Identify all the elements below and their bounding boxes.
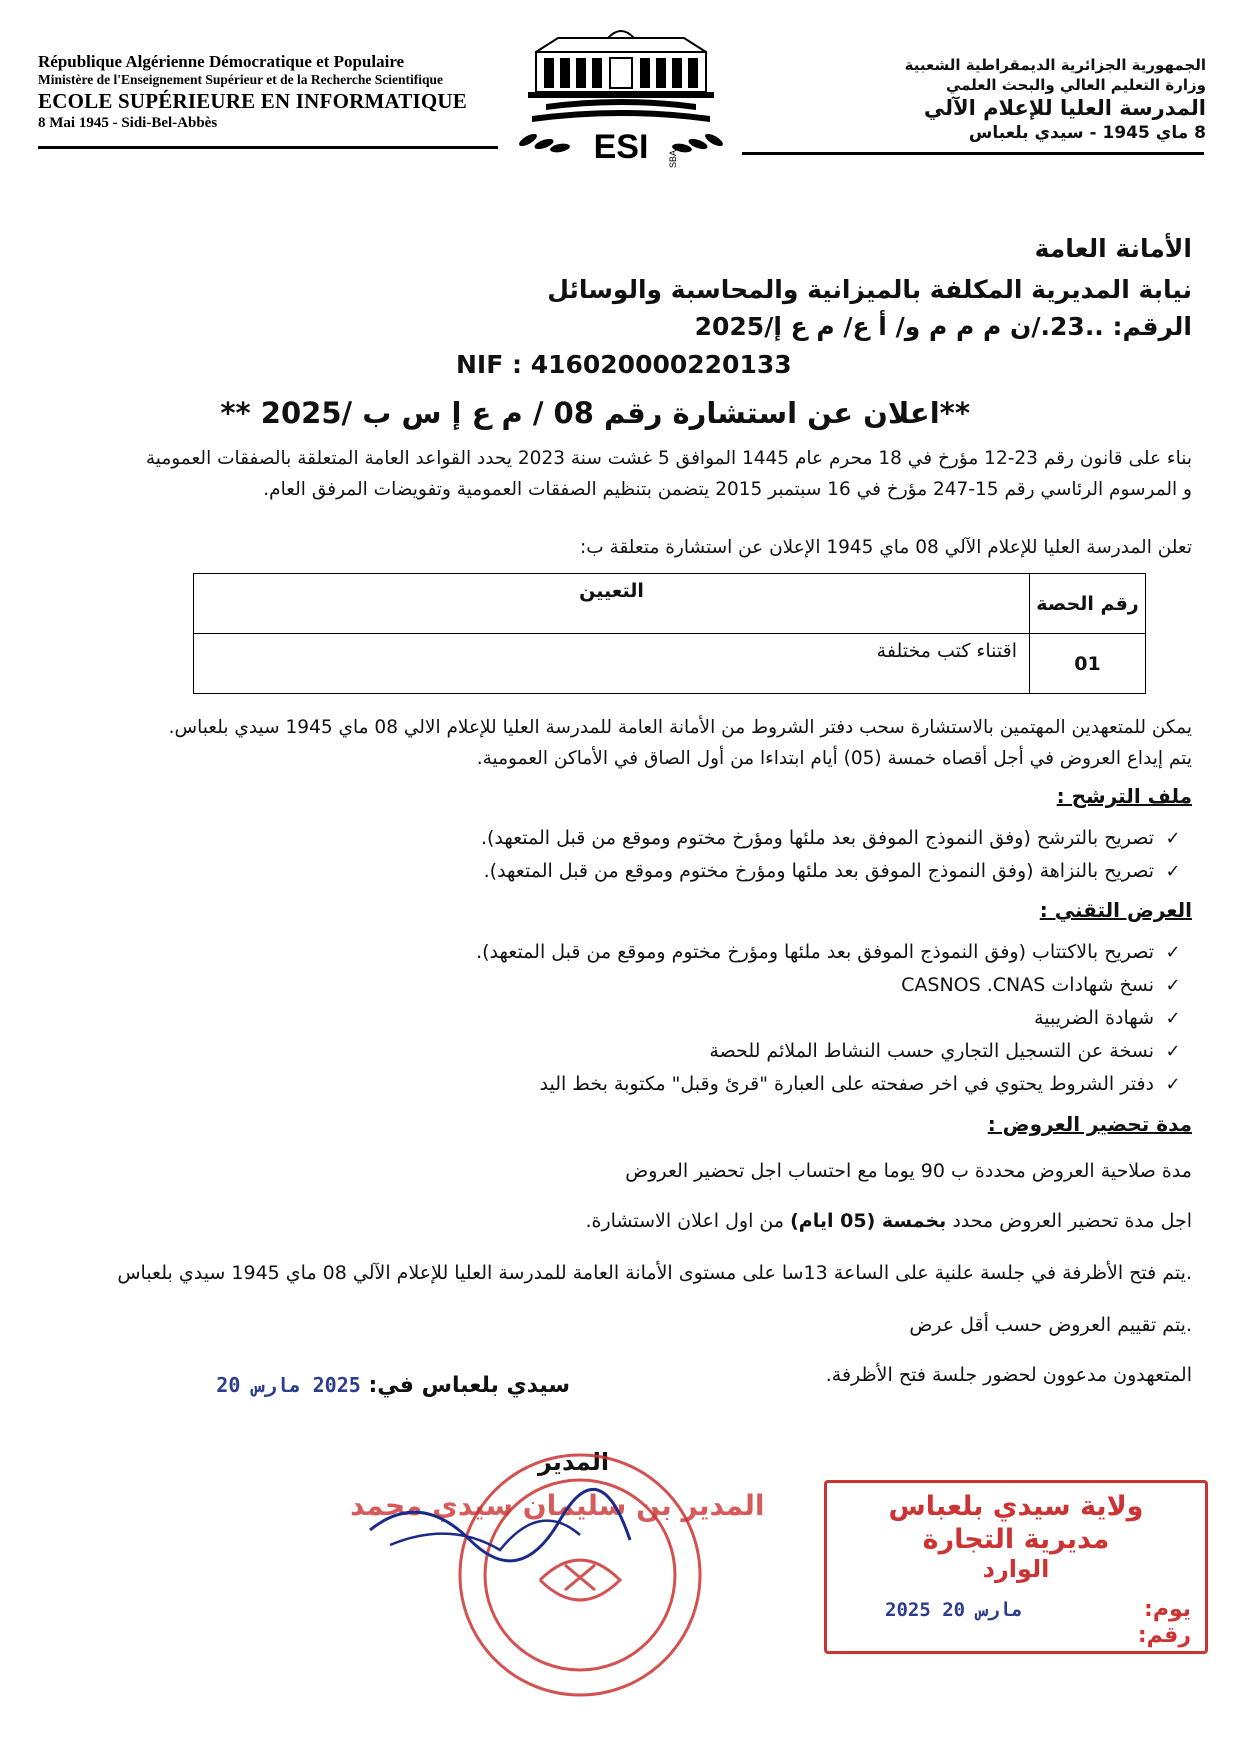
announcement-intro: تعلن المدرسة العليا للإعلام الآلي 08 ماي 1945 الإعلان عن استشارة متعلقة ب: (580, 537, 1192, 558)
republic-name-fr: République Algérienne Démocratique et Populaire (38, 52, 405, 71)
list-item-text: نسخة عن التسجيل التجاري حسب النشاط الملائم للحصة (709, 1039, 1154, 1062)
legal-basis-paragraph (46, 444, 1192, 505)
table-header-row (194, 574, 1146, 634)
header-arabic-block (736, 56, 1206, 144)
logo-text: ESI (593, 128, 649, 166)
deadline-text-part: من اول اعلان الاستشارة. (585, 1210, 791, 1232)
handwritten-signature-name: المدير بن سليمان سيدي محمد (350, 1489, 765, 1522)
logo-subtext: SBA (668, 149, 678, 168)
lots-table (193, 573, 1146, 694)
check-icon: ✓ (1165, 860, 1181, 882)
evaluation-text: .يتم تقييم العروض حسب أقل عرض (909, 1314, 1192, 1336)
signature-place: سيدي بلعباس في: (368, 1373, 570, 1398)
technical-offer-heading: العرض التقني : (1039, 898, 1192, 922)
invitation-text: المتعهدون مدعوون لحضور جلسة فتح الأظرفة. (825, 1364, 1192, 1386)
list-item (92, 1002, 1192, 1035)
deadline-duration: بخمسة (05 ايام) (790, 1210, 947, 1232)
header-divider-right (742, 152, 1204, 155)
technical-list (92, 936, 1192, 1101)
directorate-heading: نيابة المديرية المكلفة بالميزانية والمحاسبة والوسائل (547, 275, 1192, 304)
list-item (92, 855, 1192, 888)
list-item-text: تصريح بالنزاهة (وفق النموذج الموفق بعد ملئها ومؤرخ مختوم وموقع من قبل المتعهد). (483, 859, 1154, 882)
column-header-lot: رقم الحصة (1030, 574, 1146, 634)
column-header-designation: التعيين (194, 574, 1030, 634)
stamp-date: 2025 مارس 20 (885, 1599, 1023, 1621)
list-item (92, 822, 1192, 855)
school-name-ar: المدرسة العليا للإعلام الآلي (923, 96, 1206, 120)
withdrawal-line-2: يتم إيداع العروض في أجل أقصاه خمسة (05) أيام ابتداءا من أول الصاق في الأماكن العمومية. (476, 747, 1192, 769)
handwritten-date: 2025 مارس 20 (216, 1373, 361, 1397)
opening-text: .يتم فتح الأظرفة في جلسة علنية على الساعة 13سا على مستوى الأمانة العامة للمدرسة العليا للإعلام الآلي 08 ماي 1945 سيدي بلعباس (117, 1262, 1192, 1284)
legal-basis-line-2: و المرسوم الرئاسي رقم 15-247 مؤرخ في 16 سبتمبر 2015 يتضمن بتنظيم الصفقات العمومية وتفويضات المرفق العام. (263, 478, 1192, 500)
list-item (92, 936, 1192, 969)
header-french-block (38, 52, 478, 132)
list-item-text: نسخ شهادات CASNOS .CNAS (901, 973, 1154, 996)
list-item (92, 969, 1192, 1002)
preparation-heading: مدة تحضير العروض : (987, 1112, 1192, 1136)
cell-designation: اقتناء كتب مختلفة (194, 634, 1030, 694)
check-icon: ✓ (1165, 974, 1181, 996)
announcement-title: **اعلان عن استشارة رقم 08 / م ع إ س ب /2025 ** (220, 396, 970, 430)
check-icon: ✓ (1165, 1007, 1181, 1029)
deadline-text (52, 1210, 1192, 1232)
check-icon: ✓ (1165, 1040, 1181, 1062)
reference-number: الرقم: ..23./ن م م م و/ أ ع/ م ع إ/2025 (694, 312, 1192, 341)
withdrawal-paragraph (46, 713, 1192, 774)
receipt-stamp (824, 1480, 1208, 1654)
ministry-name-fr: Ministère de l'Enseignement Supérieur et de la Recherche Scientifique (38, 72, 443, 88)
header-divider-left (38, 146, 498, 149)
ministry-name-ar: وزارة التعليم العالي والبحث العلمي (945, 75, 1206, 94)
stamp-wilaya: ولاية سيدي بلعباس (888, 1491, 1144, 1522)
check-icon: ✓ (1165, 1073, 1181, 1095)
esi-logo (498, 28, 744, 174)
nif-number: NIF : 416020000220133 (456, 350, 792, 379)
candidacy-heading: ملف الترشح : (1056, 784, 1192, 808)
signature-date-line (216, 1373, 570, 1398)
director-title: المدير (538, 1448, 610, 1476)
legal-basis-line-1: بناء على قانون رقم 23-12 مؤرخ في 18 محرم عام 1445 الموافق 5 غشت سنة 2023 يحدد القواعد العامة المتعلقة بالصفقات العمومية (145, 448, 1192, 469)
withdrawal-line-1: يمكن للمتعهدين المهتمين بالاستشارة سحب دفتر الشروط من الأمانة العامة للمدرسة العليا للإعلام الالي 08 ماي 1945 سيدي بلعباس. (168, 717, 1192, 738)
stamp-directorate: مديرية التجارة (922, 1524, 1110, 1555)
table-row (194, 634, 1146, 694)
validity-text: مدة صلاحية العروض محددة ب 90 يوما مع احتساب اجل تحضير العروض (625, 1160, 1192, 1182)
deadline-text-part: اجل مدة تحضير العروض محدد (946, 1210, 1192, 1232)
candidacy-list (92, 822, 1192, 888)
check-icon: ✓ (1165, 828, 1181, 849)
school-location-fr: 8 Mai 1945 - Sidi-Bel-Abbès (38, 114, 218, 131)
cell-lot-number: 01 (1030, 634, 1146, 694)
official-seal-and-signature (330, 1430, 810, 1730)
list-item-text: تصريح بالترشح (وفق النموذج الموفق بعد ملئها ومؤرخ مختوم وموقع من قبل المتعهد). (480, 827, 1154, 849)
stamp-incoming: الوارد (982, 1555, 1050, 1583)
check-icon: ✓ (1165, 942, 1181, 963)
secretariat-heading: الأمانة العامة (1034, 234, 1192, 263)
list-item-text: شهادة الضريبية (1034, 1006, 1154, 1029)
list-item (92, 1035, 1192, 1068)
list-item-text: تصريح بالاكتتاب (وفق النموذج الموفق بعد ملئها ومؤرخ مختوم وموقع من قبل المتعهد). (476, 941, 1154, 963)
school-name-fr: ECOLE SUPÉRIEURE EN INFORMATIQUE (38, 88, 467, 113)
stamp-day-label: يوم: (1144, 1597, 1191, 1622)
school-location-ar: 8 ماي 1945 - سيدي بلعباس (968, 123, 1206, 144)
list-item-text: دفتر الشروط يحتوي في اخر صفحته على العبارة "قرئ وقبل" مكتوبة بخط اليد (539, 1072, 1154, 1095)
stamp-number-label: رقم: (1137, 1623, 1191, 1648)
list-item (92, 1068, 1192, 1101)
republic-name-ar: الجمهورية الجزائرية الديمقراطية الشعبية (904, 56, 1206, 74)
